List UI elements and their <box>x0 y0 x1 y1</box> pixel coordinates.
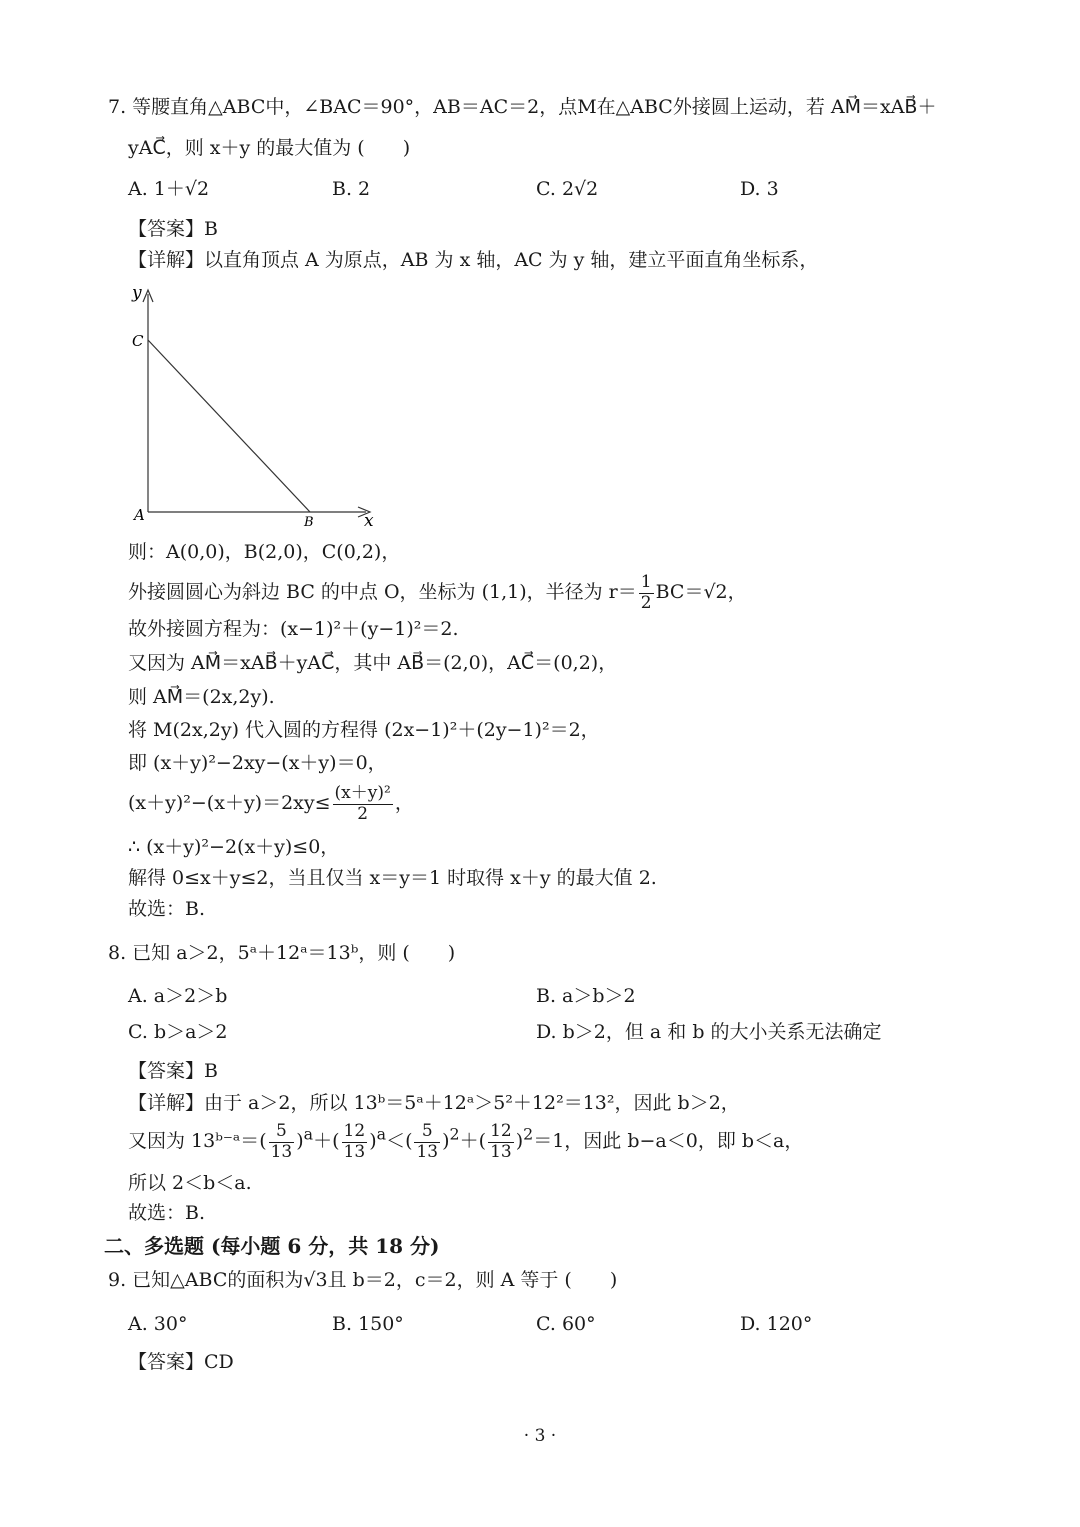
numerator: 5 <box>269 1122 295 1143</box>
y-axis-label: y <box>132 283 142 303</box>
text: ， <box>394 792 414 815</box>
denominator: 13 <box>416 1141 439 1162</box>
q7-option-b: B. 2 <box>332 178 371 200</box>
exponent: 2 <box>523 1124 534 1144</box>
less-than: ＜ <box>386 1130 406 1153</box>
paren-open: ( <box>259 1130 267 1153</box>
q7-line-choose: 故选：B. <box>128 898 206 920</box>
q7-line-solve: 解得 0≤x＋y≤2，当且仅当 x＝y＝1 时取得 x＋y 的最大值 2. <box>128 867 657 889</box>
paren-close: ) <box>369 1130 377 1153</box>
q8-detail-line1: 【详解】由于 a＞2，所以 13ᵇ＝5ᵃ＋12ᵃ＞5²＋12²＝13²，因此 b＞2， <box>128 1092 740 1114</box>
denominator: 13 <box>343 1141 366 1162</box>
point-b-label: B <box>304 515 314 530</box>
exponent: 2 <box>449 1124 460 1144</box>
paren-open: ( <box>405 1130 413 1153</box>
q9-option-a: A. 30° <box>128 1313 188 1335</box>
paren-close: ) <box>296 1130 304 1153</box>
coordinate-graph <box>128 280 388 530</box>
denominator: 13 <box>490 1141 512 1162</box>
x-axis-label: x <box>364 511 374 530</box>
q8-detail-line2 <box>128 1122 803 1162</box>
q8-detail-line3: 所以 2＜b＜a. <box>128 1172 252 1194</box>
q7-answer: 【答案】B <box>128 218 218 240</box>
plus: ＋ <box>313 1130 333 1153</box>
numerator: 12 <box>490 1121 512 1141</box>
q7-line-am: 则 AM⃗＝(2x,2y). <box>128 686 275 708</box>
q8-stem: 8. 已知 a＞2，5ᵃ＋12ᵃ＝13ᵇ，则 ( ) <box>108 942 456 964</box>
section-title-multi-choice: 二、多选题 (每小题 6 分，共 18 分) <box>104 1234 440 1258</box>
q9-option-c: C. 60° <box>536 1313 596 1335</box>
q8-option-a: A. a＞2＞b <box>128 985 228 1007</box>
point-a-label: A <box>134 506 145 524</box>
fraction-sum-sq-half <box>333 784 393 824</box>
denominator: 2 <box>640 592 652 613</box>
text: (x＋y)²−(x＋y)＝2xy≤ <box>128 792 331 815</box>
numerator: 1 <box>640 572 652 592</box>
paren-open: ( <box>332 1130 340 1153</box>
q7-line-vectors: 又因为 AM⃗＝xAB⃗＋yAC⃗，其中 AB⃗＝(2,0)，AC⃗＝(0,2)， <box>128 652 618 674</box>
q7-line-circle-center <box>128 573 747 613</box>
fraction-5-13 <box>269 1122 295 1162</box>
q7-line-coords: 则：A(0,0)，B(2,0)，C(0,2)， <box>128 541 401 563</box>
numerator: (x＋y)² <box>334 783 391 803</box>
fraction-12-13 <box>488 1122 514 1162</box>
q7-detail-intro: 【详解】以直角顶点 A 为原点，AB 为 x 轴，AC 为 y 轴，建立平面直角坐标系， <box>128 249 819 271</box>
denominator: 2 <box>357 803 369 824</box>
exponent: a <box>376 1124 387 1144</box>
q9-option-d: D. 120° <box>740 1313 813 1335</box>
q8-option-b: B. a＞b＞2 <box>536 985 636 1007</box>
hypotenuse-bc <box>148 340 310 512</box>
page-number: · 3 · <box>523 1426 557 1446</box>
q7-line-substitute: 将 M(2x,2y) 代入圆的方程得 (2x−1)²＋(2y−1)²＝2， <box>128 719 600 741</box>
paren-close: ) <box>442 1130 450 1153</box>
q7-stem-line1: 7. 等腰直角△ABC中，∠BAC＝90°，AB＝AC＝2，点M在△ABC外接圆上运动，若 AM⃗＝xAB⃗＋ <box>108 96 937 118</box>
fraction-5-13 <box>414 1122 440 1162</box>
text: 又因为 13ᵇ⁻ᵃ＝ <box>128 1130 260 1153</box>
q7-line-inequality <box>128 784 414 824</box>
q7-option-d: D. 3 <box>740 178 779 200</box>
q7-line-circle-eq: 故外接圆方程为：(x−1)²＋(y−1)²＝2. <box>128 618 459 640</box>
fraction-12-13 <box>342 1122 368 1162</box>
exponent: a <box>303 1124 314 1144</box>
point-c-label: C <box>132 332 144 350</box>
numerator: 12 <box>343 1121 366 1141</box>
q9-option-b: B. 150° <box>332 1313 404 1335</box>
denominator: 13 <box>270 1141 293 1162</box>
paren-open: ( <box>478 1130 487 1153</box>
fraction-half <box>639 573 654 613</box>
q8-option-c: C. b＞a＞2 <box>128 1021 228 1043</box>
text: BC＝√2， <box>655 581 747 604</box>
q7-line-expand: 即 (x＋y)²−2xy−(x＋y)＝0， <box>128 752 387 774</box>
text: ＝1，因此 b−a＜0，即 b＜a， <box>533 1130 804 1153</box>
plus: ＋ <box>459 1130 479 1153</box>
q8-option-d: D. b＞2，但 a 和 b 的大小关系无法确定 <box>536 1021 882 1043</box>
q7-option-c: C. 2√2 <box>536 178 599 200</box>
q9-answer: 【答案】CD <box>128 1351 234 1373</box>
q7-line-therefore: ∴ (x＋y)²−2(x＋y)≤0， <box>128 836 340 858</box>
q7-stem-line2: yAC⃗，则 x＋y 的最大值为 ( ) <box>128 137 411 159</box>
paren-close: ) <box>515 1130 524 1153</box>
q9-stem: 9. 已知△ABC的面积为√3且 b＝2，c＝2，则 A 等于 ( ) <box>108 1269 618 1291</box>
q7-option-a: A. 1＋√2 <box>128 178 210 200</box>
q8-answer: 【答案】B <box>128 1060 218 1082</box>
q8-detail-line4: 故选：B. <box>128 1202 206 1224</box>
text: 外接圆圆心为斜边 BC 的中点 O，坐标为 (1,1)，半径为 r＝ <box>128 581 637 604</box>
numerator: 5 <box>414 1122 440 1143</box>
